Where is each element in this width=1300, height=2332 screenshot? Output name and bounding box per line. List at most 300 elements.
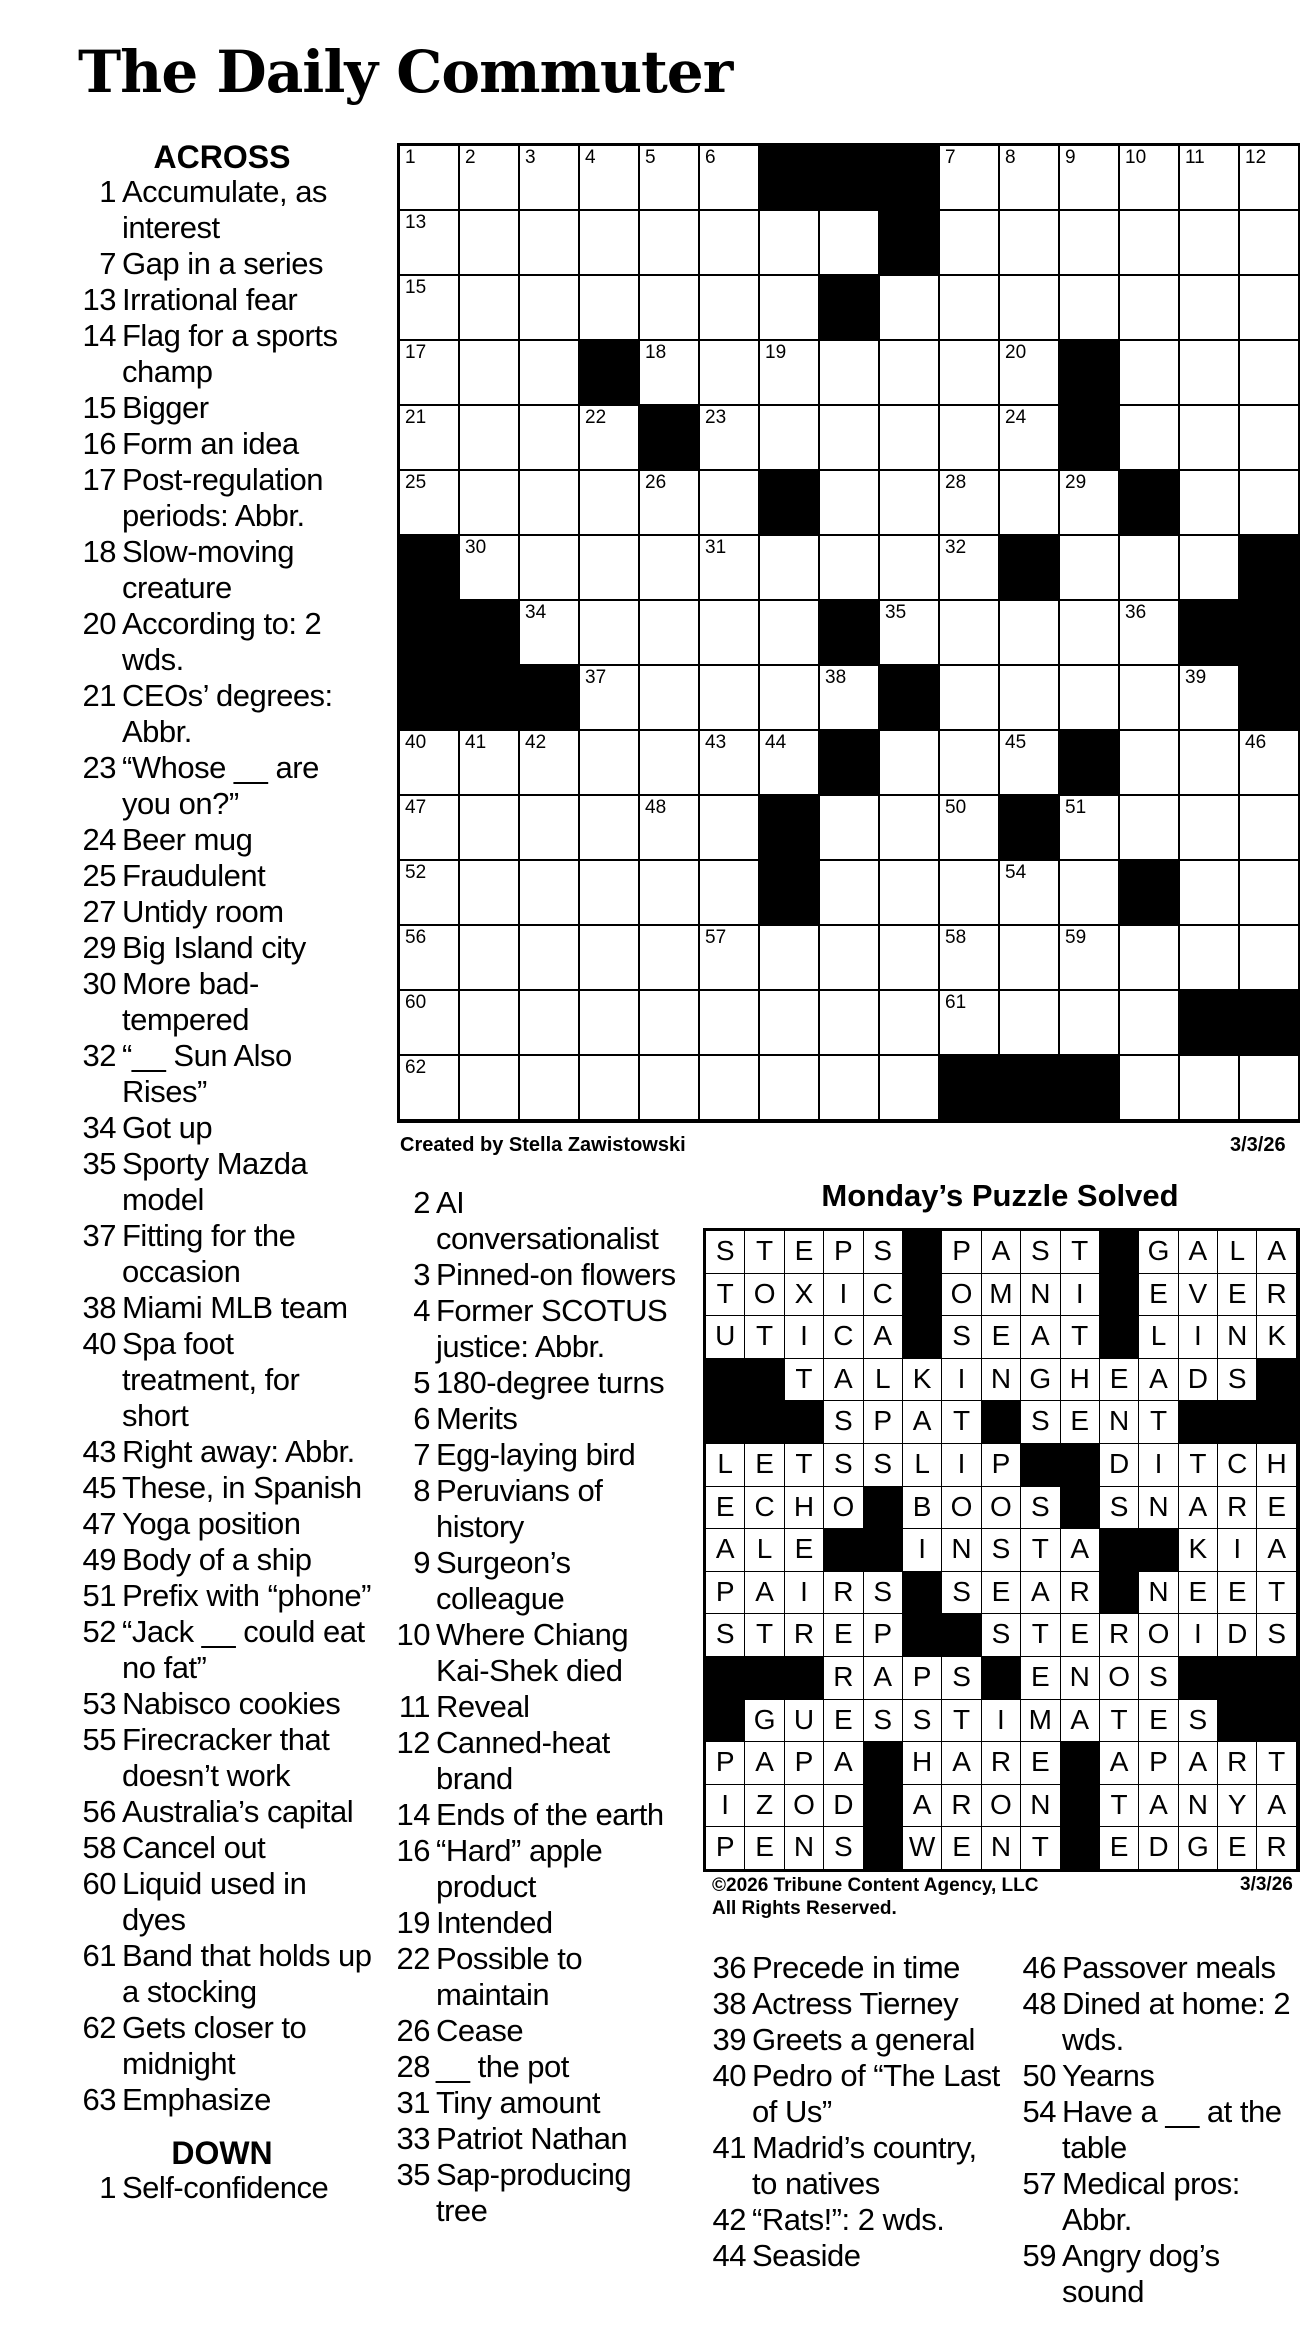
solution-letter: O	[745, 1274, 784, 1317]
grid-cell[interactable]	[700, 536, 760, 601]
clue-text: Nabisco cookies	[122, 1686, 341, 1721]
grid-cell[interactable]	[1060, 796, 1120, 861]
solution-letter: E	[1021, 1742, 1060, 1785]
grid-cell[interactable]	[1000, 406, 1060, 471]
grid-cell[interactable]	[880, 731, 940, 796]
grid-cell[interactable]	[520, 1056, 580, 1121]
grid-cell[interactable]	[700, 601, 760, 666]
grid-cell[interactable]	[640, 211, 700, 276]
solution-letter: E	[1139, 1700, 1178, 1743]
solution-letter: E	[1100, 1359, 1139, 1402]
solution-letter: S	[1021, 1231, 1060, 1274]
grid-cell[interactable]	[1240, 146, 1300, 211]
clue-number: 17	[82, 462, 116, 497]
grid-cell[interactable]	[400, 926, 460, 991]
grid-cell[interactable]	[1120, 406, 1180, 471]
solution-letter: T	[1021, 1614, 1060, 1657]
grid-cell[interactable]	[1240, 471, 1300, 536]
clue-text: “Jack __ could eat no fat”	[122, 1614, 365, 1685]
grid-cell[interactable]	[1000, 861, 1060, 926]
grid-cell[interactable]	[520, 796, 580, 861]
clue-across-30	[72, 966, 372, 1038]
grid-cell[interactable]	[1180, 796, 1240, 861]
grid-cell[interactable]	[640, 471, 700, 536]
grid-cell[interactable]	[940, 666, 1000, 731]
grid-cell[interactable]	[640, 146, 700, 211]
grid-cell[interactable]	[640, 536, 700, 601]
grid-cell[interactable]	[580, 1056, 640, 1121]
grid-cell[interactable]	[1240, 731, 1300, 796]
grid-cell[interactable]	[820, 536, 880, 601]
clue-number: 42	[712, 2202, 746, 2237]
grid-cell[interactable]	[460, 991, 520, 1056]
grid-cell[interactable]	[1180, 536, 1240, 601]
grid-cell[interactable]	[760, 991, 820, 1056]
grid-cell[interactable]	[1240, 211, 1300, 276]
grid-block	[580, 341, 640, 406]
grid-cell[interactable]	[640, 796, 700, 861]
grid-cell[interactable]	[1180, 471, 1240, 536]
grid-cell[interactable]	[1060, 276, 1120, 341]
grid-cell[interactable]	[1060, 211, 1120, 276]
grid-cell[interactable]	[400, 276, 460, 341]
cell-number: 17	[405, 342, 427, 363]
grid-cell[interactable]	[520, 406, 580, 471]
clue-across-15	[72, 390, 372, 426]
grid-cell[interactable]	[520, 276, 580, 341]
clue-across-56	[72, 1794, 372, 1830]
grid-cell[interactable]	[1060, 861, 1120, 926]
grid-cell[interactable]	[880, 926, 940, 991]
grid-cell[interactable]	[1000, 666, 1060, 731]
grid-cell[interactable]	[760, 276, 820, 341]
grid-cell[interactable]	[1180, 861, 1240, 926]
grid-cell[interactable]	[700, 666, 760, 731]
grid-cell[interactable]	[940, 211, 1000, 276]
grid-cell[interactable]	[1240, 1056, 1300, 1121]
grid-cell[interactable]	[640, 1056, 700, 1121]
solution-block	[706, 1700, 745, 1743]
clue-down-col2-3	[388, 1257, 688, 1293]
grid-cell[interactable]	[1060, 666, 1120, 731]
grid-cell[interactable]	[1120, 601, 1180, 666]
solution-letter: E	[1100, 1827, 1139, 1870]
cell-number: 18	[645, 342, 667, 363]
grid-cell[interactable]	[1240, 341, 1300, 406]
clue-text: Slow-moving creature	[122, 534, 294, 605]
solution-letter: E	[942, 1827, 981, 1870]
grid-cell[interactable]	[880, 536, 940, 601]
grid-cell[interactable]	[820, 796, 880, 861]
grid-cell[interactable]	[460, 796, 520, 861]
grid-cell[interactable]	[1060, 926, 1120, 991]
cell-number: 12	[1245, 147, 1267, 168]
solution-letter: I	[1218, 1529, 1257, 1572]
solution-letter: I	[942, 1359, 981, 1402]
grid-cell[interactable]	[580, 991, 640, 1056]
solution-letter: R	[824, 1657, 863, 1700]
grid-cell[interactable]	[640, 666, 700, 731]
grid-cell[interactable]	[580, 211, 640, 276]
grid-cell[interactable]	[940, 926, 1000, 991]
clue-text: Reveal	[436, 1689, 530, 1724]
grid-cell[interactable]	[580, 536, 640, 601]
grid-cell[interactable]	[1120, 991, 1180, 1056]
grid-cell[interactable]	[1120, 276, 1180, 341]
grid-cell[interactable]	[460, 471, 520, 536]
grid-block	[1240, 991, 1300, 1056]
solution-letter: L	[864, 1359, 903, 1402]
grid-cell[interactable]	[520, 341, 580, 406]
grid-cell[interactable]	[1000, 601, 1060, 666]
solution-letter: E	[1218, 1827, 1257, 1870]
grid-cell[interactable]	[1180, 1056, 1240, 1121]
solution-block	[1257, 1700, 1296, 1743]
grid-cell[interactable]	[820, 406, 880, 471]
solution-letter: S	[824, 1401, 863, 1444]
grid-cell[interactable]	[520, 536, 580, 601]
grid-cell[interactable]	[460, 861, 520, 926]
grid-cell[interactable]	[820, 861, 880, 926]
grid-cell[interactable]	[400, 861, 460, 926]
solution-letter: I	[1179, 1316, 1218, 1359]
solution-letter: S	[942, 1657, 981, 1700]
grid-cell[interactable]	[1180, 926, 1240, 991]
clue-number: 63	[82, 2082, 116, 2117]
solution-letter: R	[1100, 1614, 1139, 1657]
clue-number: 10	[396, 1617, 430, 1652]
grid-cell[interactable]	[580, 601, 640, 666]
clue-text: AI conversationalist	[436, 1185, 659, 1256]
grid-cell[interactable]	[700, 991, 760, 1056]
grid-cell[interactable]	[400, 211, 460, 276]
grid-cell[interactable]	[760, 536, 820, 601]
solution-letter: N	[1021, 1274, 1060, 1317]
grid-cell[interactable]	[1000, 926, 1060, 991]
grid-cell[interactable]	[820, 991, 880, 1056]
grid-cell[interactable]	[700, 731, 760, 796]
grid-cell[interactable]	[760, 1056, 820, 1121]
grid-cell[interactable]	[1120, 926, 1180, 991]
grid-cell[interactable]	[940, 341, 1000, 406]
clue-text: Actress Tierney	[752, 1986, 959, 2021]
grid-block	[1060, 1056, 1120, 1121]
grid-cell[interactable]	[1180, 276, 1240, 341]
grid-cell[interactable]	[580, 406, 640, 471]
grid-cell[interactable]	[700, 146, 760, 211]
grid-cell[interactable]	[700, 926, 760, 991]
solution-letter: A	[824, 1359, 863, 1402]
solution-letter: T	[1179, 1444, 1218, 1487]
grid-cell[interactable]	[820, 926, 880, 991]
grid-cell[interactable]	[460, 276, 520, 341]
solution-letter: D	[1179, 1359, 1218, 1402]
grid-cell[interactable]	[580, 471, 640, 536]
grid-cell[interactable]	[400, 991, 460, 1056]
clue-number: 50	[1022, 2058, 1056, 2093]
grid-cell[interactable]	[1060, 536, 1120, 601]
clue-down-col2-16	[388, 1833, 688, 1905]
clue-number: 22	[396, 1941, 430, 1976]
cell-number: 30	[465, 537, 487, 558]
grid-cell[interactable]	[1000, 341, 1060, 406]
grid-cell[interactable]	[700, 796, 760, 861]
solution-letter: O	[982, 1785, 1021, 1828]
grid-cell[interactable]	[580, 146, 640, 211]
solution-block	[1021, 1444, 1060, 1487]
grid-cell[interactable]	[400, 731, 460, 796]
grid-cell[interactable]	[760, 731, 820, 796]
grid-block	[1240, 601, 1300, 666]
solution-letter: D	[1100, 1444, 1139, 1487]
grid-cell[interactable]	[760, 601, 820, 666]
grid-cell[interactable]	[520, 471, 580, 536]
grid-cell[interactable]	[640, 731, 700, 796]
grid-cell[interactable]	[1000, 471, 1060, 536]
solution-block	[982, 1401, 1021, 1444]
solution-letter: S	[824, 1444, 863, 1487]
clue-number: 24	[82, 822, 116, 857]
clue-down-col4-46	[1012, 1950, 1298, 1986]
grid-cell[interactable]	[580, 276, 640, 341]
grid-cell[interactable]	[880, 796, 940, 861]
grid-cell[interactable]	[760, 666, 820, 731]
solution-letter: A	[1021, 1316, 1060, 1359]
grid-cell[interactable]	[1000, 146, 1060, 211]
grid-cell[interactable]	[940, 601, 1000, 666]
grid-cell[interactable]	[580, 666, 640, 731]
grid-cell[interactable]	[400, 406, 460, 471]
grid-cell[interactable]	[460, 341, 520, 406]
solution-block	[706, 1359, 745, 1402]
clue-number: 44	[712, 2238, 746, 2273]
cell-number: 16	[825, 277, 847, 298]
grid-cell[interactable]	[460, 731, 520, 796]
grid-cell[interactable]	[1180, 406, 1240, 471]
solution-block	[942, 1614, 981, 1657]
grid-cell[interactable]	[760, 341, 820, 406]
grid-cell[interactable]	[460, 1056, 520, 1121]
clue-text: Tiny amount	[436, 2085, 600, 2120]
grid-cell[interactable]	[1120, 796, 1180, 861]
grid-cell[interactable]	[880, 471, 940, 536]
grid-cell[interactable]	[1240, 276, 1300, 341]
grid-cell[interactable]	[1180, 146, 1240, 211]
solution-letter: S	[864, 1444, 903, 1487]
clue-text: “__ Sun Also Rises”	[122, 1038, 292, 1109]
grid-cell[interactable]	[1240, 861, 1300, 926]
solution-block	[706, 1657, 745, 1700]
grid-cell[interactable]	[400, 341, 460, 406]
cell-number: 42	[525, 732, 547, 753]
grid-cell[interactable]	[880, 861, 940, 926]
grid-cell[interactable]	[940, 861, 1000, 926]
grid-cell[interactable]	[1000, 731, 1060, 796]
grid-cell[interactable]	[1240, 406, 1300, 471]
grid-cell[interactable]	[400, 1056, 460, 1121]
solution-letter: P	[706, 1742, 745, 1785]
grid-block	[1180, 991, 1240, 1056]
grid-cell[interactable]	[940, 796, 1000, 861]
solution-block	[864, 1487, 903, 1530]
cell-number: 23	[705, 407, 727, 428]
grid-cell[interactable]	[700, 341, 760, 406]
solution-block	[745, 1401, 784, 1444]
grid-cell[interactable]	[820, 1056, 880, 1121]
grid-cell[interactable]	[1180, 211, 1240, 276]
clue-text: Fraudulent	[122, 858, 266, 893]
grid-cell[interactable]	[1120, 666, 1180, 731]
grid-cell[interactable]	[640, 341, 700, 406]
solution-block	[903, 1316, 942, 1359]
grid-cell[interactable]	[1120, 211, 1180, 276]
solution-letter: E	[824, 1614, 863, 1657]
grid-cell[interactable]	[400, 471, 460, 536]
grid-cell[interactable]	[940, 731, 1000, 796]
grid-cell[interactable]	[460, 146, 520, 211]
grid-cell[interactable]	[880, 341, 940, 406]
solution-letter: H	[903, 1742, 942, 1785]
grid-cell[interactable]	[700, 471, 760, 536]
solution-block	[1100, 1316, 1139, 1359]
grid-cell[interactable]	[520, 731, 580, 796]
grid-cell[interactable]	[1060, 601, 1120, 666]
grid-cell[interactable]	[640, 861, 700, 926]
clue-number: 19	[396, 1905, 430, 1940]
clue-down-col4-59	[1012, 2238, 1298, 2310]
clue-number: 35	[396, 2157, 430, 2192]
grid-cell[interactable]	[880, 276, 940, 341]
grid-cell[interactable]	[940, 276, 1000, 341]
page-title: The Daily Commuter	[78, 38, 733, 106]
grid-cell[interactable]	[1180, 731, 1240, 796]
solution-letter: C	[745, 1487, 784, 1530]
grid-cell[interactable]	[1180, 341, 1240, 406]
solution-letter: H	[1061, 1359, 1100, 1402]
grid-cell[interactable]	[400, 146, 460, 211]
cell-number: 7	[945, 147, 956, 168]
solution-letter: L	[903, 1444, 942, 1487]
grid-cell[interactable]	[820, 471, 880, 536]
clue-text: Surgeon’s colleague	[436, 1545, 571, 1616]
solution-letter: A	[745, 1572, 784, 1615]
grid-cell[interactable]	[460, 406, 520, 471]
grid-cell[interactable]	[1240, 796, 1300, 861]
grid-cell[interactable]	[880, 1056, 940, 1121]
solution-letter: L	[745, 1529, 784, 1572]
grid-cell[interactable]	[760, 926, 820, 991]
solution-letter: N	[1139, 1487, 1178, 1530]
solution-block	[1100, 1529, 1139, 1572]
grid-cell[interactable]	[1120, 536, 1180, 601]
clue-across-58	[72, 1830, 372, 1866]
grid-cell[interactable]	[940, 991, 1000, 1056]
clue-number: 58	[82, 1830, 116, 1865]
grid-cell[interactable]	[460, 926, 520, 991]
grid-cell[interactable]	[460, 536, 520, 601]
grid-cell[interactable]	[520, 601, 580, 666]
clue-across-40	[72, 1326, 372, 1434]
grid-cell[interactable]	[640, 601, 700, 666]
grid-cell[interactable]	[940, 536, 1000, 601]
grid-cell[interactable]	[640, 926, 700, 991]
grid-cell[interactable]	[1120, 341, 1180, 406]
grid-cell[interactable]	[940, 146, 1000, 211]
clue-text: Band that holds up a stocking	[122, 1938, 372, 2009]
grid-cell[interactable]	[1000, 276, 1060, 341]
clue-number: 16	[396, 1833, 430, 1868]
grid-cell[interactable]	[460, 211, 520, 276]
grid-cell[interactable]	[820, 211, 880, 276]
clue-down-col3-39	[700, 2022, 1000, 2058]
cell-number: 28	[945, 472, 967, 493]
grid-cell[interactable]	[700, 1056, 760, 1121]
grid-cell[interactable]	[1060, 471, 1120, 536]
grid-cell[interactable]	[1120, 146, 1180, 211]
grid-cell[interactable]	[700, 861, 760, 926]
grid-cell[interactable]	[640, 991, 700, 1056]
grid-cell[interactable]	[880, 991, 940, 1056]
grid-cell[interactable]	[1240, 926, 1300, 991]
grid-cell[interactable]	[1060, 146, 1120, 211]
grid-cell[interactable]	[1120, 1056, 1180, 1121]
cell-number: 31	[705, 537, 727, 558]
grid-cell[interactable]	[520, 211, 580, 276]
clue-text: Firecracker that doesn’t work	[122, 1722, 330, 1793]
clue-number: 45	[82, 1470, 116, 1505]
grid-cell[interactable]	[820, 341, 880, 406]
solution-letter: L	[1139, 1316, 1178, 1359]
grid-cell[interactable]	[1120, 731, 1180, 796]
grid-cell[interactable]	[580, 731, 640, 796]
grid-cell[interactable]	[700, 276, 760, 341]
solution-letter: C	[864, 1274, 903, 1317]
grid-cell[interactable]	[1000, 211, 1060, 276]
solution-letter: A	[1257, 1785, 1296, 1828]
grid-cell[interactable]	[940, 471, 1000, 536]
grid-cell[interactable]	[640, 276, 700, 341]
grid-cell[interactable]	[700, 211, 760, 276]
grid-cell[interactable]	[880, 406, 940, 471]
solution-letter: T	[1100, 1700, 1139, 1743]
solution-letter: T	[1257, 1572, 1296, 1615]
grid-cell[interactable]	[520, 861, 580, 926]
grid-cell[interactable]	[400, 796, 460, 861]
grid-cell[interactable]	[1180, 666, 1240, 731]
grid-cell[interactable]	[1060, 991, 1120, 1056]
grid-cell[interactable]	[880, 601, 940, 666]
solution-letter: T	[1061, 1316, 1100, 1359]
grid-cell[interactable]	[700, 406, 760, 471]
clue-text: Self-confidence	[122, 2170, 329, 2205]
grid-cell[interactable]	[580, 796, 640, 861]
grid-cell[interactable]	[940, 406, 1000, 471]
grid-cell[interactable]	[580, 926, 640, 991]
solution-letter: O	[1139, 1614, 1178, 1657]
solution-letter: T	[785, 1359, 824, 1402]
grid-cell[interactable]	[520, 146, 580, 211]
grid-cell[interactable]	[1000, 991, 1060, 1056]
grid-block	[760, 471, 820, 536]
grid-cell[interactable]	[760, 211, 820, 276]
clue-number: 11	[398, 1689, 430, 1724]
grid-cell[interactable]	[820, 666, 880, 731]
grid-cell[interactable]	[520, 991, 580, 1056]
grid-cell[interactable]	[760, 406, 820, 471]
grid-cell[interactable]	[520, 926, 580, 991]
grid-cell[interactable]	[580, 861, 640, 926]
clue-number: 37	[82, 1218, 116, 1253]
